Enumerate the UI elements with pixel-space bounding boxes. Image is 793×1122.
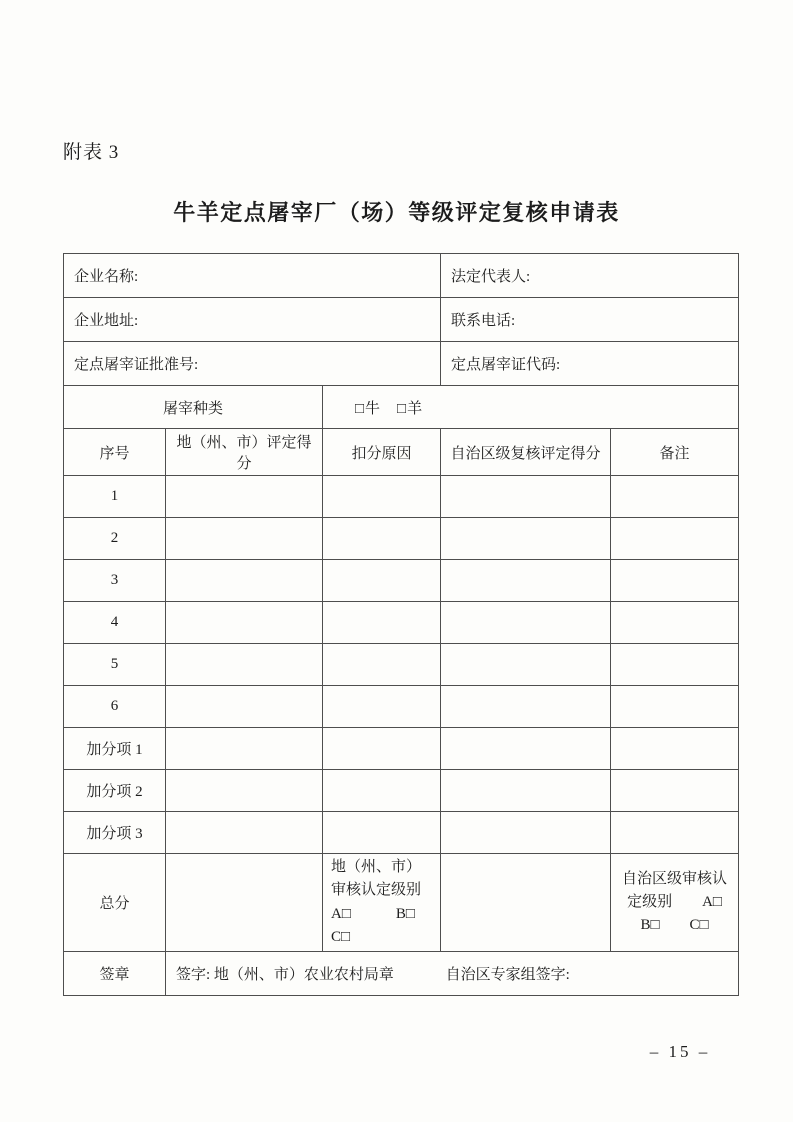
info-row-certificate — [64, 342, 739, 386]
score-row-2 — [64, 518, 739, 560]
deduction-reason-cell — [323, 518, 441, 560]
local-grade-line: 审核认定级别 — [331, 882, 422, 899]
info-row-company — [64, 254, 739, 298]
deduction-reason-cell — [323, 644, 441, 686]
remarks-cell — [611, 686, 739, 728]
signature-content-cell — [166, 952, 739, 996]
row-index: 6 — [64, 686, 166, 728]
deduction-reason-cell — [323, 812, 441, 854]
certificate-approval-number-label: 定点屠宰证批准号: — [64, 342, 441, 386]
local-score-cell — [166, 728, 323, 770]
column-header-region-score: 自治区级复核评定得分 — [441, 429, 611, 476]
local-score-cell — [166, 518, 323, 560]
region-score-cell — [441, 686, 611, 728]
region-grade-line: 自治区级审核认 — [622, 870, 728, 887]
deduction-reason-cell — [323, 560, 441, 602]
remarks-cell — [611, 728, 739, 770]
certificate-code-label: 定点屠宰证代码: — [441, 342, 739, 386]
signature-label: 签章 — [64, 952, 166, 996]
row-index: 1 — [64, 476, 166, 518]
remarks-cell — [611, 812, 739, 854]
score-row-5 — [64, 644, 739, 686]
column-header-local-score: 地（州、市）评定得分 — [166, 429, 323, 476]
local-score-cell — [166, 644, 323, 686]
deduction-reason-cell — [323, 728, 441, 770]
contact-phone-label: 联系电话: — [441, 298, 739, 342]
remarks-cell — [611, 560, 739, 602]
page-number: – 15 – — [649, 1042, 711, 1061]
info-row-address — [64, 298, 739, 342]
score-row-3 — [64, 560, 739, 602]
remarks-cell — [611, 476, 739, 518]
region-score-cell — [441, 476, 611, 518]
local-grade-line: 地（州、市） — [331, 859, 422, 875]
remarks-cell — [611, 518, 739, 560]
deduction-reason-cell — [323, 770, 441, 812]
species-checkbox-options: □牛 □羊 — [323, 386, 739, 429]
row-index: 4 — [64, 602, 166, 644]
application-form-table — [63, 253, 739, 996]
local-grade-cell — [323, 854, 441, 952]
attachment-label: 附表 3 — [63, 142, 120, 163]
total-region-score-cell — [441, 854, 611, 952]
score-row-4 — [64, 602, 739, 644]
row-index: 3 — [64, 560, 166, 602]
local-score-cell — [166, 686, 323, 728]
local-bureau-seal-label: 签字: 地（州、市）农业农村局章 — [176, 967, 394, 983]
remarks-cell — [611, 602, 739, 644]
column-header-index: 序号 — [64, 429, 166, 476]
row-index: 加分项 1 — [64, 728, 166, 770]
local-score-cell — [166, 770, 323, 812]
deduction-reason-cell — [323, 686, 441, 728]
score-header-row — [64, 429, 739, 476]
region-score-cell — [441, 602, 611, 644]
signature-row — [64, 952, 739, 996]
region-score-cell — [441, 518, 611, 560]
local-score-cell — [166, 476, 323, 518]
deduction-reason-cell — [323, 476, 441, 518]
local-grade-checkboxes-ab: A□ B□ — [331, 905, 415, 922]
region-score-cell — [441, 812, 611, 854]
region-grade-cell — [611, 854, 739, 952]
row-index: 加分项 2 — [64, 770, 166, 812]
row-index: 2 — [64, 518, 166, 560]
deduction-reason-cell — [323, 602, 441, 644]
bonus-row-2 — [64, 770, 739, 812]
company-address-label: 企业地址: — [64, 298, 441, 342]
bonus-row-1 — [64, 728, 739, 770]
species-label: 屠宰种类 — [64, 386, 323, 429]
local-score-cell — [166, 560, 323, 602]
score-row-1 — [64, 476, 739, 518]
total-label: 总分 — [64, 854, 166, 952]
local-score-cell — [166, 812, 323, 854]
company-name-label: 企业名称: — [64, 254, 441, 298]
species-row — [64, 386, 739, 429]
region-score-cell — [441, 644, 611, 686]
total-row — [64, 854, 739, 952]
total-local-score-cell — [166, 854, 323, 952]
local-grade-checkbox-c: C□ — [331, 928, 351, 945]
score-row-6 — [64, 686, 739, 728]
row-index: 加分项 3 — [64, 812, 166, 854]
region-score-cell — [441, 770, 611, 812]
remarks-cell — [611, 644, 739, 686]
region-expert-signature-label: 自治区专家组签字: — [445, 967, 570, 983]
bonus-row-3 — [64, 812, 739, 854]
column-header-deduction-reason: 扣分原因 — [323, 429, 441, 476]
local-score-cell — [166, 602, 323, 644]
form-title: 牛羊定点屠宰厂（场）等级评定复核申请表 — [173, 200, 620, 225]
region-grade-checkbox-a: 定级别 A□ — [627, 893, 722, 910]
remarks-cell — [611, 770, 739, 812]
column-header-remarks: 备注 — [611, 429, 739, 476]
region-score-cell — [441, 560, 611, 602]
region-score-cell — [441, 728, 611, 770]
region-grade-checkboxes-bc: B□ C□ — [640, 917, 709, 934]
row-index: 5 — [64, 644, 166, 686]
legal-representative-label: 法定代表人: — [441, 254, 739, 298]
